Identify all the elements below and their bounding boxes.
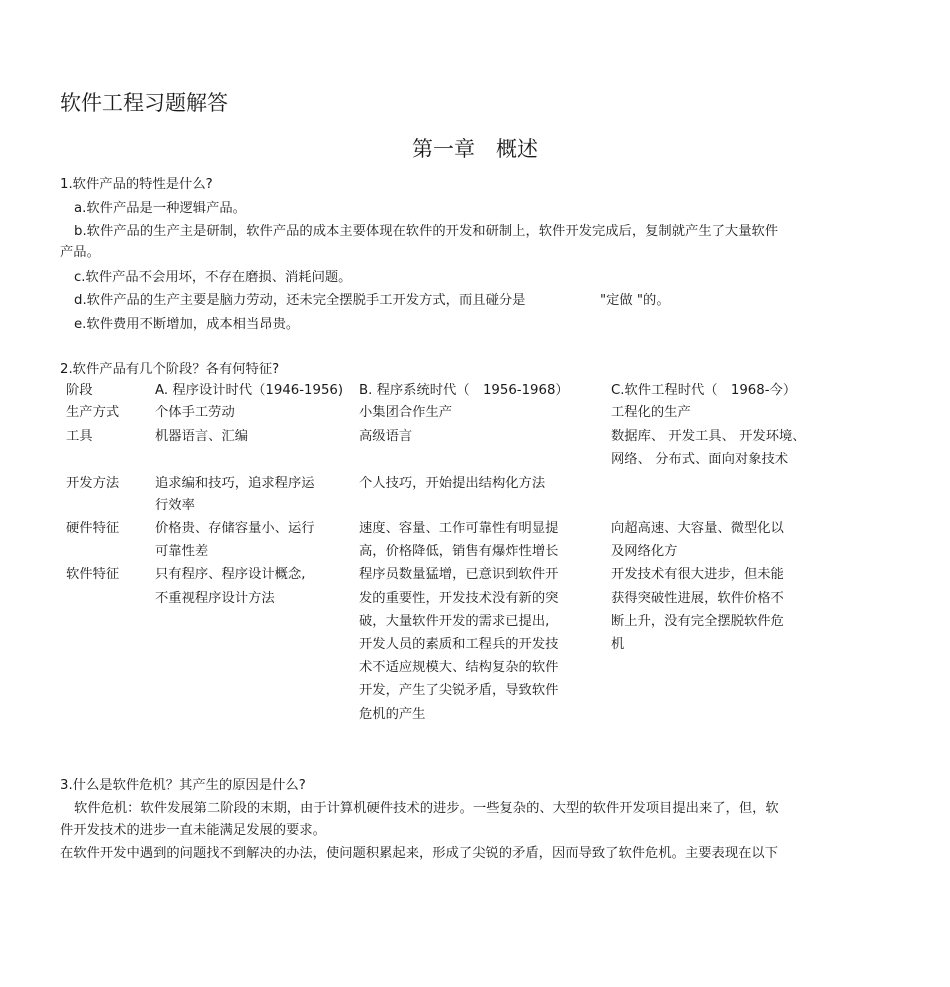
question-3: 3.什么是软件危机？其产生的原因是什么? — [60, 778, 306, 793]
question-2: 2.软件产品有几个阶段？各有何特征? — [60, 362, 280, 377]
answer-3-line-1: 软件危机：软件发展第二阶段的末期，由于计算机硬件技术的进步。一些复杂的、大型的软件开发项目提出来了，但，软 — [74, 801, 779, 816]
table-cell: 断上升，没有完全摆脱软件危 — [611, 614, 784, 629]
table-cell: 开发人员的素质和工程兵的开发技 — [359, 637, 559, 652]
table-cell: 危机的产生 — [359, 707, 426, 722]
answer-1d-quote: "定做 "的。 — [600, 293, 670, 308]
chapter-title: 第一章 概述 — [412, 137, 538, 161]
table-header-era-b: B. 程序系统时代（ 1956-1968） — [359, 383, 569, 398]
answer-1a: a.软件产品是一种逻辑产品。 — [74, 201, 246, 216]
answer-3-line-2: 件开发技术的进步一直未能满足发展的要求。 — [60, 823, 326, 838]
question-1: 1.软件产品的特性是什么? — [60, 177, 213, 192]
table-cell: 可靠性差 — [155, 544, 209, 559]
doc-title: 软件工程习题解答 — [60, 91, 228, 115]
table-cell: 个人技巧，开始提出结构化方法 — [359, 476, 546, 491]
answer-1d: d.软件产品的生产主要是脑力劳动，还未完全摆脱手工开发方式，而且碰分是 — [74, 293, 526, 308]
table-header-era-a: A. 程序设计时代（1946-1956) — [155, 383, 344, 398]
table-cell: 术不适应规模大、结构复杂的软件 — [359, 660, 559, 675]
table-cell: 追求编和技巧，追求程序运 — [155, 476, 315, 491]
table-cell: 高，价格降低，销售有爆炸性增长 — [359, 544, 559, 559]
table-cell: 开发，产生了尖锐矛盾，导致软件 — [359, 683, 559, 698]
answer-1c: c.软件产品不会用坏，不存在磨损、消耗问题。 — [74, 270, 352, 285]
table-cell: 网络、 分布式、面向对象技术 — [611, 452, 789, 467]
table-row-label: 开发方法 — [66, 476, 120, 491]
answer-1b: b.软件产品的生产主是研制，软件产品的成本主要体现在软件的开发和研制上，软件开发完成后，复制就产生了大量软件 — [74, 224, 779, 239]
answer-1b-continued: 产品。 — [60, 245, 100, 260]
table-cell: 程序员数量猛增，已意识到软件开 — [359, 567, 559, 582]
table-header-stage: 阶段 — [66, 383, 93, 398]
table-cell: 工程化的生产 — [611, 405, 691, 420]
table-cell: 个体手工劳动 — [155, 405, 235, 420]
table-cell: 速度、容量、工作可靠性有明显提 — [359, 521, 559, 536]
table-cell: 小集团合作生产 — [359, 405, 453, 420]
table-row-label: 生产方式 — [66, 405, 120, 420]
table-cell: 数据库、 开发工具、 开发环境、 — [611, 429, 806, 444]
table-cell: 开发技术有很大进步，但未能 — [611, 567, 784, 582]
table-cell: 行效率 — [155, 498, 195, 513]
table-cell: 只有程序、程序设计概念, — [155, 567, 306, 582]
table-cell: 破，大量软件开发的需求已提出, — [359, 614, 550, 629]
table-cell: 获得突破性进展，软件价格不 — [611, 591, 784, 606]
table-cell: 机 — [611, 637, 625, 652]
table-cell: 及网络化方 — [611, 544, 678, 559]
answer-1e: e.软件费用不断增加，成本相当昂贵。 — [74, 317, 300, 332]
table-cell: 高级语言 — [359, 429, 413, 444]
table-cell: 机器语言、汇编 — [155, 429, 249, 444]
answer-3-line-3: 在软件开发中遇到的问题找不到解决的办法，使问题积累起来，形成了尖锐的矛盾，因而导致了软件危机。主要表现在以下 — [60, 846, 779, 861]
table-cell: 向超高速、大容量、微型化以 — [611, 521, 784, 536]
table-cell: 不重视程序设计方法 — [155, 591, 275, 606]
table-row-label: 软件特征 — [66, 567, 120, 582]
table-cell: 价格贵、存储容量小、运行 — [155, 521, 315, 536]
table-row-label: 硬件特征 — [66, 521, 120, 536]
table-header-era-c: C.软件工程时代（ 1968-今） — [611, 383, 797, 398]
table-row-label: 工具 — [66, 429, 93, 444]
table-cell: 发的重要性，开发技术没有新的突 — [359, 591, 559, 606]
